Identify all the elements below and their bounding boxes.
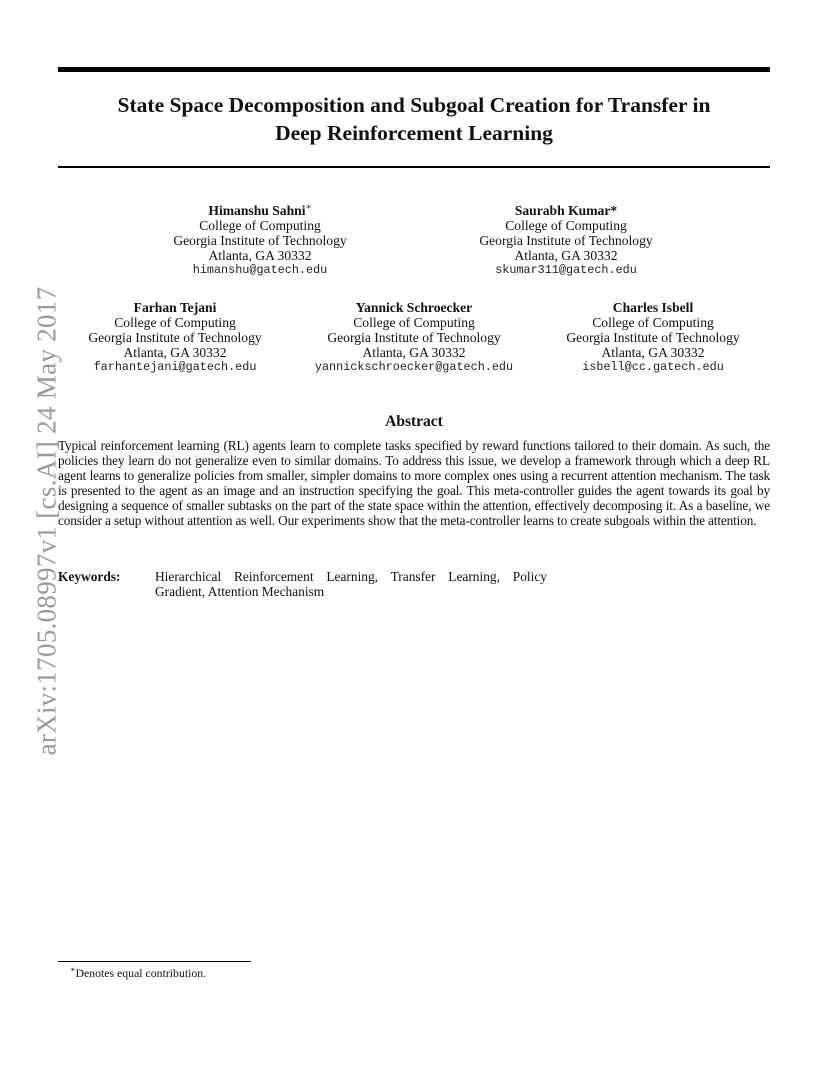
- title-line-2: Deep Reinforcement Learning: [275, 121, 553, 145]
- author-name: Charles Isbell: [612, 300, 694, 315]
- author-block-4: [296, 300, 532, 375]
- keywords-text: Hierarchical Reinforcement Learning, Transfer Learning, Policy Gradient, Attention Mechanism: [155, 569, 547, 599]
- author-address: Atlanta, GA 30332: [208, 248, 312, 263]
- footnote-mark: ∗: [70, 965, 76, 974]
- title-bottom-rule: [58, 166, 770, 168]
- abstract-text: Typical reinforcement learning (RL) agents learn to complete tasks specified by reward functions tailored to their domain. As such, the policies they learn do not generalize even to similar domains. To address this issue, we develop a framework through which a deep RL agent learns to generalize policies from smaller, simpler domains to more complex ones using a recurrent attention mechanism. The task is presented to the agent as an image and an instruction specifying the goal. This meta-controller guides the agent towards its goal by designing a sequence of smaller subtasks on the part of the state space within the attention, effectively decomposing it. As a baseline, we consider a setup without attention as well. Our experiments show that the meta-controller learns to create subgoals within the attention.: [58, 438, 770, 528]
- author-name: Saurabh Kumar*: [514, 203, 618, 218]
- abstract-heading: Abstract: [385, 413, 443, 430]
- author-institution: Georgia Institute of Technology: [479, 233, 653, 248]
- paper-title: [58, 91, 770, 147]
- title-line-1: State Space Decomposition and Subgoal Creation for Transfer in: [117, 93, 711, 117]
- author-email: farhantejani@gatech.edu: [93, 360, 257, 374]
- author-name: Himanshu Sahni∗: [208, 201, 312, 218]
- footnote: [70, 963, 206, 980]
- author-address: Atlanta, GA 30332: [362, 345, 466, 360]
- footnote-rule: [58, 961, 251, 962]
- author-address: Atlanta, GA 30332: [514, 248, 618, 263]
- author-email: skumar311@gatech.edu: [495, 263, 637, 277]
- author-email: isbell@cc.gatech.edu: [582, 360, 724, 374]
- author-name: Farhan Tejani: [133, 300, 217, 315]
- author-block-2: [426, 203, 706, 278]
- author-address: Atlanta, GA 30332: [123, 345, 227, 360]
- arxiv-identifier: arXiv:1705.08997v1 [cs.AI] 24 May 2017: [31, 286, 62, 756]
- author-dept: College of Computing: [505, 218, 627, 233]
- author-email: yannickschroecker@gatech.edu: [314, 360, 514, 374]
- author-institution: Georgia Institute of Technology: [88, 330, 262, 345]
- author-block-1: [120, 203, 400, 278]
- author-email: himanshu@gatech.edu: [192, 263, 328, 277]
- author-dept: College of Computing: [353, 315, 475, 330]
- keywords-label: Keywords:: [58, 569, 121, 584]
- author-address: Atlanta, GA 30332: [601, 345, 705, 360]
- author-dept: College of Computing: [199, 218, 321, 233]
- author-institution: Georgia Institute of Technology: [173, 233, 347, 248]
- author-name: Yannick Schroecker: [355, 300, 473, 315]
- author-dept: College of Computing: [114, 315, 236, 330]
- footnote-text: Denotes equal contribution.: [75, 965, 207, 980]
- author-institution: Georgia Institute of Technology: [566, 330, 740, 345]
- author-dept: College of Computing: [592, 315, 714, 330]
- author-institution: Georgia Institute of Technology: [327, 330, 501, 345]
- equal-contribution-mark: ∗: [305, 201, 312, 212]
- title-top-rule: [58, 67, 770, 72]
- author-block-5: [536, 300, 770, 375]
- author-block-3: [58, 300, 292, 375]
